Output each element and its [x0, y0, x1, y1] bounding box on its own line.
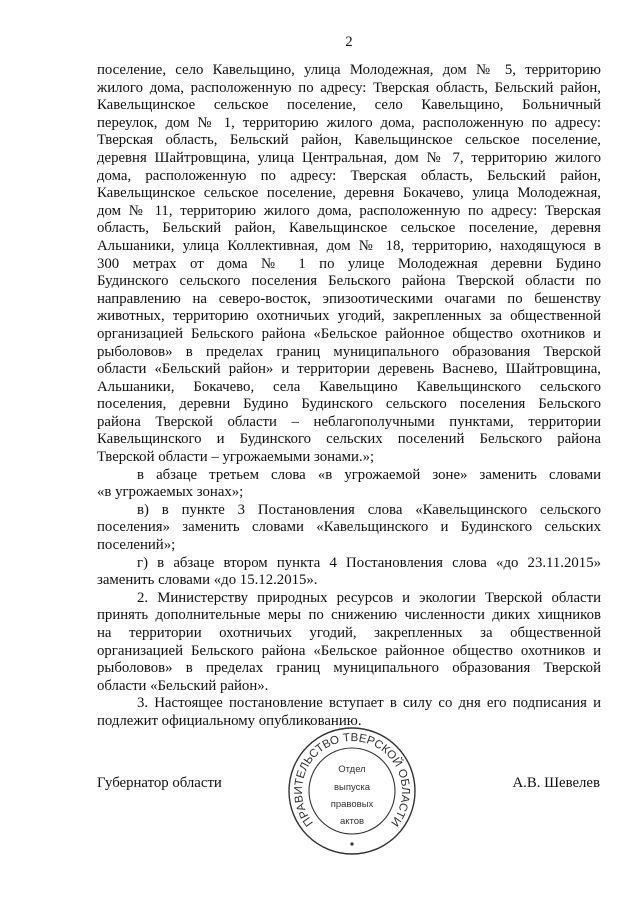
text-line: района Тверской области – неблагополучными пунктами, территории — [97, 413, 601, 430]
text-line: дом № 11, территорию жилого дома, расположенную по адресу: Тверская — [97, 202, 601, 219]
text-line: Альшаники, Бокачево, села Кавельщино Кавельщинского сельского — [97, 378, 601, 395]
paragraph-amendment-b — [97, 467, 601, 502]
stamp-center-line: Отдел — [338, 764, 366, 775]
text-line: организацией Бельского района «Бельское районное общество охотников и — [97, 325, 601, 342]
official-stamp — [287, 726, 417, 856]
text-line: поселения, деревни Будино Будинского сельского поселения Бельского — [97, 396, 601, 413]
text-line: Будинского сельского поселения Бельского района Тверской области по — [97, 273, 601, 290]
text-line: 2. Министерству природных ресурсов и экологии Тверской области — [137, 589, 601, 606]
text-line: заменить словами «до 15.12.2015». — [97, 572, 318, 589]
text-line: на территории охотничьих угодий, закрепленных за общественной — [97, 625, 601, 641]
stamp-center-line: актов — [339, 816, 365, 827]
text-line: Кавельщинское сельское поселение, деревня Бокачево, улица Молодежная, — [97, 185, 601, 202]
paragraph-continuation — [97, 62, 601, 467]
text-line: жилого дома, расположенную по адресу: Тверская область, Бельский район, — [97, 79, 601, 96]
stamp-center-line: выпуска — [333, 782, 371, 793]
paragraph-item-2 — [97, 590, 601, 696]
text-line: рыболовов» в пределах границ муниципального образования Тверской — [97, 660, 601, 677]
paragraph-amendment-g — [97, 555, 601, 590]
text-line: дома, расположенную по адресу: Тверская область, Бельский район, — [97, 167, 601, 184]
page-number: 2 — [345, 34, 353, 50]
text-line: принять дополнительные меры по снижению численности диких хищников — [97, 607, 601, 624]
stamp-star-mark — [350, 842, 353, 845]
text-line: Альшаники, улица Коллективная, дом № 18, территорию, находящуюся в — [97, 237, 601, 254]
stamp-center-line: правовых — [330, 799, 374, 810]
text-line: Тверская область, Бельский район, Кавельщинское сельское поселение, — [97, 132, 601, 149]
text-line: в) в пункте 3 Постановления слова «Кавельщинского сельского — [137, 501, 601, 518]
text-line: Кавельщинское сельское поселение, село Кавельщино, Больничный — [97, 97, 601, 114]
text-line: 3. Настоящее постановление вступает в силу со дня его подписания и — [137, 695, 601, 712]
text-line: рыболовов» в пределах границ муниципального образования Тверской — [97, 343, 601, 360]
text-line: поселение, село Кавельщино, улица Молодежная, дом № 5, территорию — [97, 62, 601, 78]
text-line: г) в абзаце втором пункта 4 Постановления слова «до 23.11.2015» — [137, 554, 601, 571]
text-line: Кавельщинского и Будинского сельских поселений Бельского района — [97, 431, 601, 448]
text-line: организацией Бельского района «Бельское районное общество охотников и — [97, 642, 601, 659]
text-line: в абзаце третьем слова «в угрожаемой зоне» заменить словами — [137, 466, 601, 483]
signer-position: Губернатор области — [97, 775, 222, 791]
text-line: поселений»; — [97, 537, 176, 554]
text-line: деревня Шайтровщина, улица Центральная, дом № 7, территорию жилого — [97, 149, 601, 166]
text-line: направлению на северо-восток, эпизоотическими очагами по бешенству — [97, 290, 601, 307]
text-line: подлежит официальному опубликованию. — [97, 712, 362, 729]
text-line: «в угрожаемых зонах»; — [97, 484, 244, 501]
stamp-ring-text-path: ПРАВИТЕЛЬСТВО ТВЕРСКОЙ ОБЛАСТИ — [292, 731, 412, 829]
text-line: 300 метрах от дома № 1 по улице Молодежная деревни Будино — [97, 255, 601, 272]
signer-name: А.В. Шевелев — [512, 775, 600, 791]
text-line: области «Бельский район». — [97, 677, 269, 694]
text-line: поселения» заменить словами «Кавельщинского и Будинского сельских — [97, 519, 601, 536]
text-line: области «Бельский район» и территории деревень Васнево, Шайтровщина, — [97, 361, 601, 378]
paragraph-amendment-v — [97, 502, 601, 555]
text-line: Тверской области – угрожаемыми зонами.»; — [97, 449, 375, 466]
document-body — [97, 62, 601, 731]
text-line: переулок, дом № 1, территорию жилого дома, расположенную по адресу: — [97, 114, 601, 131]
text-line: область, Бельский район, Кавельщинское сельское поселение, деревня — [97, 220, 601, 237]
text-line: животных, территорию охотничьих угодий, закрепленных за общественной — [97, 308, 601, 325]
